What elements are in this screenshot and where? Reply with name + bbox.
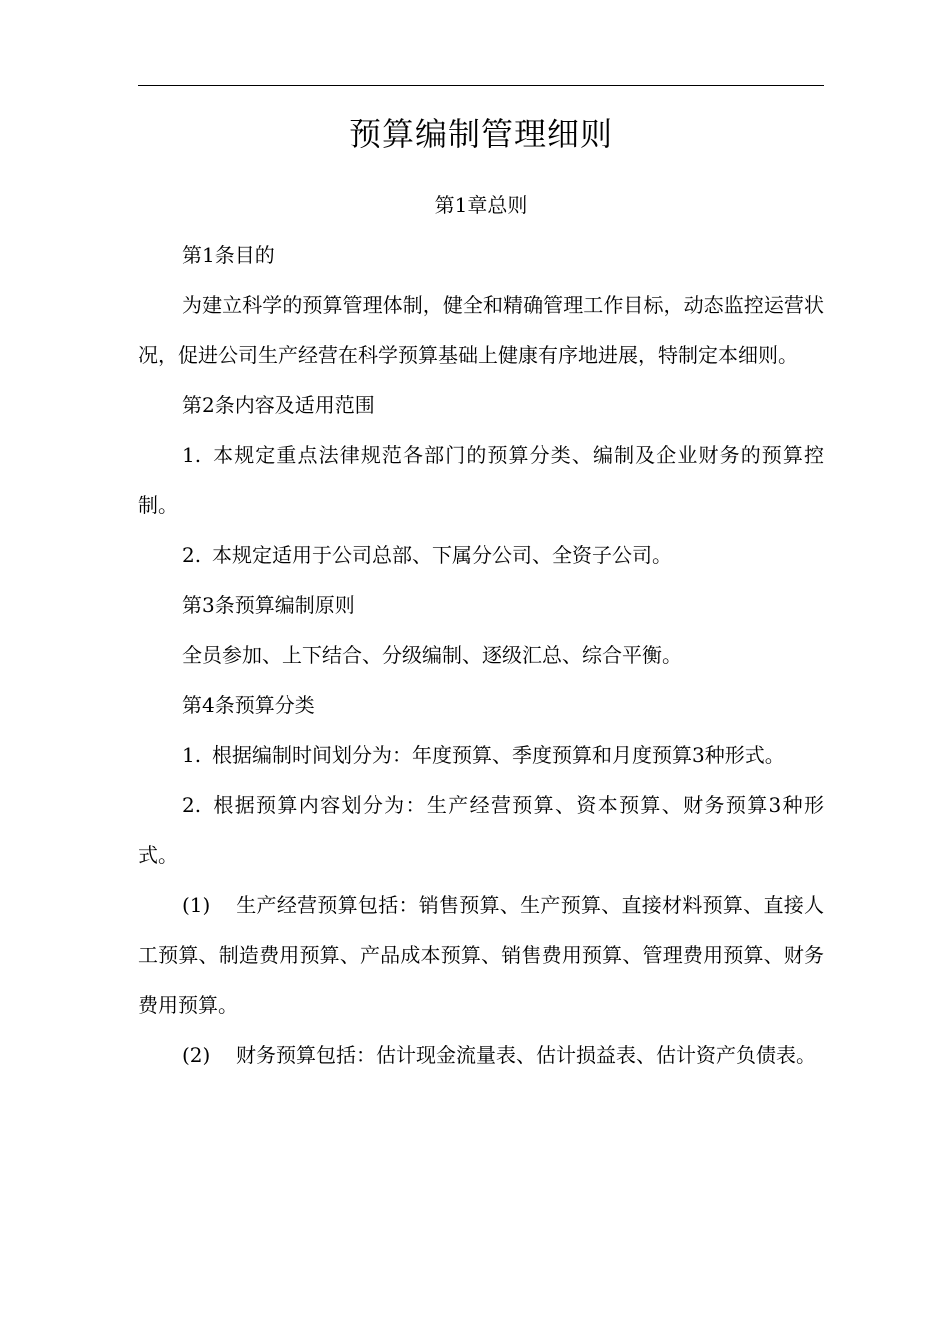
article-3-heading: 第3条预算编制原则 <box>182 593 355 617</box>
list-item-text: 本规定适用于公司总部、下属分公司、全资子公司。 <box>212 543 672 567</box>
list-number: 1. <box>182 743 202 767</box>
article-4-item-1 <box>138 730 824 780</box>
sublist-item-text: 财务预算包括：估计现金流量表、估计损益表、估计资产负债表。 <box>236 1043 816 1067</box>
document-page <box>138 0 824 1344</box>
article-4-subitem-1 <box>138 880 824 1030</box>
list-number: 1. <box>182 443 202 467</box>
list-item-text: 根据编制时间划分为：年度预算、季度预算和月度预算3种形式。 <box>212 743 785 767</box>
list-item-text: 根据预算内容划分为：生产经营预算、资本预算、财务预算3种形式。 <box>138 793 824 867</box>
article-4-item-2 <box>138 780 824 880</box>
list-item-text: 本规定重点法律规范各部门的预算分类、编制及企业财务的预算控制。 <box>138 443 824 517</box>
list-number: 2. <box>182 543 202 567</box>
article-2-heading: 第2条内容及适用范围 <box>182 393 375 417</box>
document-body <box>138 180 824 1080</box>
document-title: 预算编制管理细则 <box>348 115 613 153</box>
article-3-text: 全员参加、上下结合、分级编制、逐级汇总、综合平衡。 <box>182 643 682 667</box>
article-2-item-1 <box>138 430 824 530</box>
article-4-subitem-2 <box>138 1030 824 1080</box>
sublist-number: (2) <box>182 1043 211 1067</box>
sublist-number: (1) <box>182 893 211 917</box>
list-number: 2. <box>182 793 202 817</box>
article-2-item-2 <box>138 530 824 580</box>
article-1-text: 为建立科学的预算管理体制，健全和精确管理工作目标，动态监控运营状况，促进公司生产经营在科学预算基础上健康有序地进展，特制定本细则。 <box>138 293 824 367</box>
article-1-heading: 第1条目的 <box>182 243 275 267</box>
article-4-heading: 第4条预算分类 <box>182 693 315 717</box>
chapter-heading: 第1章总则 <box>434 193 528 217</box>
sublist-item-text: 生产经营预算包括：销售预算、生产预算、直接材料预算、直接人工预算、制造费用预算、产品成本预算、销售费用预算、管理费用预算、财务费用预算。 <box>138 893 824 1017</box>
header-rule <box>138 85 824 86</box>
